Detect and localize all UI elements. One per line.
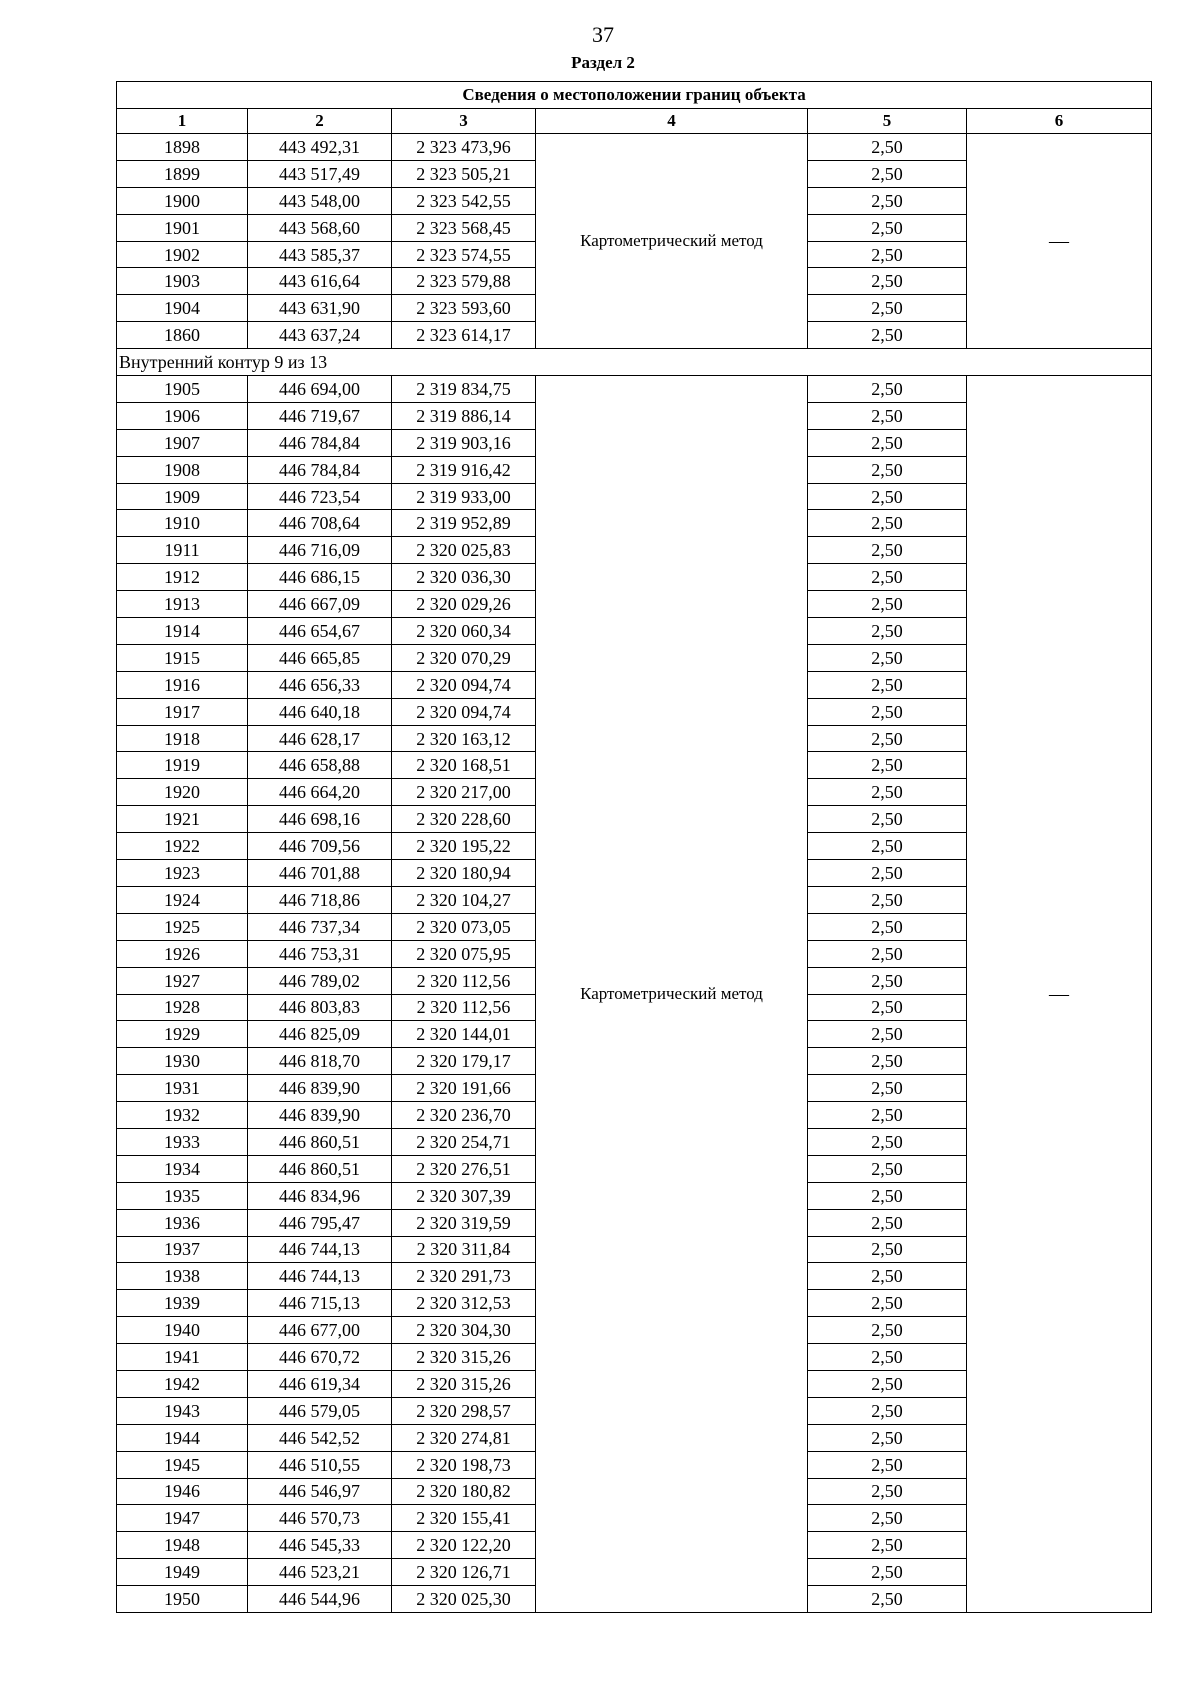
x-coordinate-cell: 446 825,09 — [248, 1021, 392, 1048]
x-coordinate-cell: 446 744,13 — [248, 1263, 392, 1290]
x-coordinate-cell: 446 677,00 — [248, 1317, 392, 1344]
accuracy-cell: 2,50 — [808, 671, 967, 698]
x-coordinate-cell: 443 631,90 — [248, 295, 392, 322]
point-number-cell: 1900 — [117, 187, 248, 214]
x-coordinate-cell: 446 628,17 — [248, 725, 392, 752]
x-coordinate-cell: 446 665,85 — [248, 644, 392, 671]
point-number-cell: 1920 — [117, 779, 248, 806]
point-number-cell: 1925 — [117, 913, 248, 940]
x-coordinate-cell: 446 839,90 — [248, 1102, 392, 1129]
x-coordinate-cell: 446 795,47 — [248, 1209, 392, 1236]
x-coordinate-cell: 446 709,56 — [248, 833, 392, 860]
accuracy-cell: 2,50 — [808, 429, 967, 456]
column-header-6: 6 — [967, 109, 1152, 134]
x-coordinate-cell: 446 701,88 — [248, 860, 392, 887]
y-coordinate-cell: 2 320 198,73 — [392, 1451, 536, 1478]
point-number-cell: 1942 — [117, 1370, 248, 1397]
x-coordinate-cell: 443 616,64 — [248, 268, 392, 295]
x-coordinate-cell: 443 585,37 — [248, 241, 392, 268]
point-number-cell: 1904 — [117, 295, 248, 322]
accuracy-cell: 2,50 — [808, 1182, 967, 1209]
boundary-coordinates-table — [116, 81, 1152, 1613]
accuracy-cell: 2,50 — [808, 994, 967, 1021]
point-number-cell: 1948 — [117, 1532, 248, 1559]
y-coordinate-cell: 2 320 070,29 — [392, 644, 536, 671]
y-coordinate-cell: 2 323 579,88 — [392, 268, 536, 295]
x-coordinate-cell: 446 715,13 — [248, 1290, 392, 1317]
accuracy-cell: 2,50 — [808, 779, 967, 806]
accuracy-cell: 2,50 — [808, 644, 967, 671]
y-coordinate-cell: 2 323 614,17 — [392, 322, 536, 349]
x-coordinate-cell: 443 517,49 — [248, 160, 392, 187]
point-number-cell: 1898 — [117, 134, 248, 161]
accuracy-cell: 2,50 — [808, 1263, 967, 1290]
y-coordinate-cell: 2 320 104,27 — [392, 886, 536, 913]
accuracy-cell: 2,50 — [808, 241, 967, 268]
x-coordinate-cell: 446 542,52 — [248, 1424, 392, 1451]
column-header-2: 2 — [248, 109, 392, 134]
x-coordinate-cell: 446 544,96 — [248, 1586, 392, 1613]
x-coordinate-cell: 446 510,55 — [248, 1451, 392, 1478]
x-coordinate-cell: 446 789,02 — [248, 967, 392, 994]
y-coordinate-cell: 2 320 276,51 — [392, 1155, 536, 1182]
accuracy-cell: 2,50 — [808, 967, 967, 994]
point-number-cell: 1935 — [117, 1182, 248, 1209]
x-coordinate-cell: 446 694,00 — [248, 376, 392, 403]
x-coordinate-cell: 446 656,33 — [248, 671, 392, 698]
y-coordinate-cell: 2 323 593,60 — [392, 295, 536, 322]
point-number-cell: 1936 — [117, 1209, 248, 1236]
point-number-cell: 1912 — [117, 564, 248, 591]
table-row — [117, 376, 1152, 403]
accuracy-cell: 2,50 — [808, 1209, 967, 1236]
y-coordinate-cell: 2 319 903,16 — [392, 429, 536, 456]
point-number-cell: 1909 — [117, 483, 248, 510]
point-number-cell: 1903 — [117, 268, 248, 295]
point-number-cell: 1915 — [117, 644, 248, 671]
accuracy-cell: 2,50 — [808, 1048, 967, 1075]
y-coordinate-cell: 2 320 191,66 — [392, 1075, 536, 1102]
point-number-cell: 1928 — [117, 994, 248, 1021]
point-number-cell: 1946 — [117, 1478, 248, 1505]
x-coordinate-cell: 443 492,31 — [248, 134, 392, 161]
y-coordinate-cell: 2 319 952,89 — [392, 510, 536, 537]
point-number-cell: 1913 — [117, 591, 248, 618]
y-coordinate-cell: 2 320 195,22 — [392, 833, 536, 860]
accuracy-cell: 2,50 — [808, 214, 967, 241]
y-coordinate-cell: 2 320 291,73 — [392, 1263, 536, 1290]
x-coordinate-cell: 446 658,88 — [248, 752, 392, 779]
y-coordinate-cell: 2 320 163,12 — [392, 725, 536, 752]
point-number-cell: 1950 — [117, 1586, 248, 1613]
accuracy-cell: 2,50 — [808, 1344, 967, 1371]
point-number-cell: 1929 — [117, 1021, 248, 1048]
column-header-1: 1 — [117, 109, 248, 134]
y-coordinate-cell: 2 320 180,94 — [392, 860, 536, 887]
point-number-cell: 1941 — [117, 1344, 248, 1371]
table-header-row — [117, 109, 1152, 134]
table-body — [117, 82, 1152, 1613]
x-coordinate-cell: 446 667,09 — [248, 591, 392, 618]
y-coordinate-cell: 2 320 180,82 — [392, 1478, 536, 1505]
y-coordinate-cell: 2 320 307,39 — [392, 1182, 536, 1209]
y-coordinate-cell: 2 320 312,53 — [392, 1290, 536, 1317]
point-number-cell: 1938 — [117, 1263, 248, 1290]
x-coordinate-cell: 446 619,34 — [248, 1370, 392, 1397]
x-coordinate-cell: 446 718,86 — [248, 886, 392, 913]
accuracy-cell: 2,50 — [808, 806, 967, 833]
x-coordinate-cell: 446 803,83 — [248, 994, 392, 1021]
y-coordinate-cell: 2 320 036,30 — [392, 564, 536, 591]
point-number-cell: 1944 — [117, 1424, 248, 1451]
x-coordinate-cell: 446 640,18 — [248, 698, 392, 725]
point-number-cell: 1910 — [117, 510, 248, 537]
accuracy-cell: 2,50 — [808, 752, 967, 779]
y-coordinate-cell: 2 320 094,74 — [392, 671, 536, 698]
accuracy-cell: 2,50 — [808, 187, 967, 214]
x-coordinate-cell: 446 784,84 — [248, 456, 392, 483]
y-coordinate-cell: 2 320 179,17 — [392, 1048, 536, 1075]
point-number-cell: 1947 — [117, 1505, 248, 1532]
point-number-cell: 1914 — [117, 618, 248, 645]
accuracy-cell: 2,50 — [808, 1128, 967, 1155]
point-number-cell: 1937 — [117, 1236, 248, 1263]
x-coordinate-cell: 446 570,73 — [248, 1505, 392, 1532]
accuracy-cell: 2,50 — [808, 1505, 967, 1532]
y-coordinate-cell: 2 319 933,00 — [392, 483, 536, 510]
y-coordinate-cell: 2 320 073,05 — [392, 913, 536, 940]
y-coordinate-cell: 2 323 542,55 — [392, 187, 536, 214]
accuracy-cell: 2,50 — [808, 376, 967, 403]
y-coordinate-cell: 2 320 122,20 — [392, 1532, 536, 1559]
y-coordinate-cell: 2 320 304,30 — [392, 1317, 536, 1344]
accuracy-cell: 2,50 — [808, 1317, 967, 1344]
x-coordinate-cell: 446 839,90 — [248, 1075, 392, 1102]
y-coordinate-cell: 2 320 025,83 — [392, 537, 536, 564]
accuracy-cell: 2,50 — [808, 1155, 967, 1182]
x-coordinate-cell: 446 664,20 — [248, 779, 392, 806]
y-coordinate-cell: 2 320 155,41 — [392, 1505, 536, 1532]
x-coordinate-cell: 446 834,96 — [248, 1182, 392, 1209]
y-coordinate-cell: 2 320 025,30 — [392, 1586, 536, 1613]
x-coordinate-cell: 446 860,51 — [248, 1155, 392, 1182]
x-coordinate-cell: 443 568,60 — [248, 214, 392, 241]
y-coordinate-cell: 2 320 217,00 — [392, 779, 536, 806]
point-number-cell: 1943 — [117, 1397, 248, 1424]
note-cell: — — [967, 134, 1152, 349]
accuracy-cell: 2,50 — [808, 1075, 967, 1102]
point-number-cell: 1906 — [117, 402, 248, 429]
y-coordinate-cell: 2 320 298,57 — [392, 1397, 536, 1424]
contour-label: Внутренний контур 9 из 13 — [117, 349, 1152, 376]
accuracy-cell: 2,50 — [808, 160, 967, 187]
x-coordinate-cell: 443 548,00 — [248, 187, 392, 214]
accuracy-cell: 2,50 — [808, 322, 967, 349]
accuracy-cell: 2,50 — [808, 537, 967, 564]
point-number-cell: 1933 — [117, 1128, 248, 1155]
point-number-cell: 1908 — [117, 456, 248, 483]
y-coordinate-cell: 2 320 060,34 — [392, 618, 536, 645]
x-coordinate-cell: 446 860,51 — [248, 1128, 392, 1155]
x-coordinate-cell: 446 716,09 — [248, 537, 392, 564]
contour-label-row — [117, 349, 1152, 376]
point-number-cell: 1860 — [117, 322, 248, 349]
column-header-4: 4 — [536, 109, 808, 134]
x-coordinate-cell: 446 737,34 — [248, 913, 392, 940]
y-coordinate-cell: 2 320 144,01 — [392, 1021, 536, 1048]
y-coordinate-cell: 2 320 228,60 — [392, 806, 536, 833]
y-coordinate-cell: 2 320 075,95 — [392, 940, 536, 967]
y-coordinate-cell: 2 320 112,56 — [392, 967, 536, 994]
x-coordinate-cell: 446 579,05 — [248, 1397, 392, 1424]
x-coordinate-cell: 446 744,13 — [248, 1236, 392, 1263]
accuracy-cell: 2,50 — [808, 1397, 967, 1424]
x-coordinate-cell: 446 546,97 — [248, 1478, 392, 1505]
accuracy-cell: 2,50 — [808, 295, 967, 322]
accuracy-cell: 2,50 — [808, 564, 967, 591]
y-coordinate-cell: 2 320 311,84 — [392, 1236, 536, 1263]
x-coordinate-cell: 446 719,67 — [248, 402, 392, 429]
y-coordinate-cell: 2 320 126,71 — [392, 1559, 536, 1586]
y-coordinate-cell: 2 320 029,26 — [392, 591, 536, 618]
accuracy-cell: 2,50 — [808, 913, 967, 940]
point-number-cell: 1923 — [117, 860, 248, 887]
section-title: Раздел 2 — [571, 53, 635, 72]
y-coordinate-cell: 2 319 886,14 — [392, 402, 536, 429]
accuracy-cell: 2,50 — [808, 1532, 967, 1559]
table-row — [117, 134, 1152, 161]
point-number-cell: 1949 — [117, 1559, 248, 1586]
point-number-cell: 1919 — [117, 752, 248, 779]
point-number-cell: 1922 — [117, 833, 248, 860]
accuracy-cell: 2,50 — [808, 1451, 967, 1478]
table-caption: Сведения о местоположении границ объекта — [117, 82, 1152, 109]
point-number-cell: 1899 — [117, 160, 248, 187]
point-number-cell: 1939 — [117, 1290, 248, 1317]
accuracy-cell: 2,50 — [808, 1290, 967, 1317]
method-cell: Картометрический метод — [536, 376, 808, 1613]
y-coordinate-cell: 2 319 916,42 — [392, 456, 536, 483]
x-coordinate-cell: 446 686,15 — [248, 564, 392, 591]
accuracy-cell: 2,50 — [808, 1370, 967, 1397]
y-coordinate-cell: 2 323 574,55 — [392, 241, 536, 268]
accuracy-cell: 2,50 — [808, 456, 967, 483]
point-number-cell: 1917 — [117, 698, 248, 725]
accuracy-cell: 2,50 — [808, 725, 967, 752]
point-number-cell: 1940 — [117, 1317, 248, 1344]
accuracy-cell: 2,50 — [808, 483, 967, 510]
point-number-cell: 1921 — [117, 806, 248, 833]
y-coordinate-cell: 2 323 505,21 — [392, 160, 536, 187]
y-coordinate-cell: 2 323 568,45 — [392, 214, 536, 241]
point-number-cell: 1901 — [117, 214, 248, 241]
accuracy-cell: 2,50 — [808, 1559, 967, 1586]
point-number-cell: 1930 — [117, 1048, 248, 1075]
y-coordinate-cell: 2 323 473,96 — [392, 134, 536, 161]
accuracy-cell: 2,50 — [808, 1424, 967, 1451]
method-cell: Картометрический метод — [536, 134, 808, 349]
point-number-cell: 1932 — [117, 1102, 248, 1129]
x-coordinate-cell: 446 545,33 — [248, 1532, 392, 1559]
accuracy-cell: 2,50 — [808, 1102, 967, 1129]
x-coordinate-cell: 446 708,64 — [248, 510, 392, 537]
table-caption-row — [117, 82, 1152, 109]
y-coordinate-cell: 2 319 834,75 — [392, 376, 536, 403]
point-number-cell: 1924 — [117, 886, 248, 913]
x-coordinate-cell: 446 723,54 — [248, 483, 392, 510]
point-number-cell: 1934 — [117, 1155, 248, 1182]
point-number-cell: 1927 — [117, 967, 248, 994]
point-number-cell: 1916 — [117, 671, 248, 698]
y-coordinate-cell: 2 320 319,59 — [392, 1209, 536, 1236]
accuracy-cell: 2,50 — [808, 618, 967, 645]
accuracy-cell: 2,50 — [808, 591, 967, 618]
x-coordinate-cell: 446 654,67 — [248, 618, 392, 645]
x-coordinate-cell: 446 753,31 — [248, 940, 392, 967]
accuracy-cell: 2,50 — [808, 1021, 967, 1048]
accuracy-cell: 2,50 — [808, 860, 967, 887]
point-number-cell: 1918 — [117, 725, 248, 752]
accuracy-cell: 2,50 — [808, 1478, 967, 1505]
accuracy-cell: 2,50 — [808, 1586, 967, 1613]
y-coordinate-cell: 2 320 236,70 — [392, 1102, 536, 1129]
x-coordinate-cell: 446 698,16 — [248, 806, 392, 833]
x-coordinate-cell: 446 784,84 — [248, 429, 392, 456]
accuracy-cell: 2,50 — [808, 510, 967, 537]
y-coordinate-cell: 2 320 112,56 — [392, 994, 536, 1021]
x-coordinate-cell: 446 523,21 — [248, 1559, 392, 1586]
accuracy-cell: 2,50 — [808, 1236, 967, 1263]
x-coordinate-cell: 446 818,70 — [248, 1048, 392, 1075]
point-number-cell: 1907 — [117, 429, 248, 456]
y-coordinate-cell: 2 320 274,81 — [392, 1424, 536, 1451]
accuracy-cell: 2,50 — [808, 268, 967, 295]
note-cell: — — [967, 376, 1152, 1613]
point-number-cell: 1926 — [117, 940, 248, 967]
page-number: 37 — [592, 22, 614, 47]
point-number-cell: 1911 — [117, 537, 248, 564]
accuracy-cell: 2,50 — [808, 940, 967, 967]
accuracy-cell: 2,50 — [808, 698, 967, 725]
accuracy-cell: 2,50 — [808, 833, 967, 860]
y-coordinate-cell: 2 320 315,26 — [392, 1370, 536, 1397]
accuracy-cell: 2,50 — [808, 886, 967, 913]
column-header-5: 5 — [808, 109, 967, 134]
point-number-cell: 1905 — [117, 376, 248, 403]
point-number-cell: 1945 — [117, 1451, 248, 1478]
y-coordinate-cell: 2 320 094,74 — [392, 698, 536, 725]
accuracy-cell: 2,50 — [808, 134, 967, 161]
column-header-3: 3 — [392, 109, 536, 134]
y-coordinate-cell: 2 320 254,71 — [392, 1128, 536, 1155]
x-coordinate-cell: 446 670,72 — [248, 1344, 392, 1371]
point-number-cell: 1902 — [117, 241, 248, 268]
x-coordinate-cell: 443 637,24 — [248, 322, 392, 349]
y-coordinate-cell: 2 320 168,51 — [392, 752, 536, 779]
y-coordinate-cell: 2 320 315,26 — [392, 1344, 536, 1371]
point-number-cell: 1931 — [117, 1075, 248, 1102]
accuracy-cell: 2,50 — [808, 402, 967, 429]
